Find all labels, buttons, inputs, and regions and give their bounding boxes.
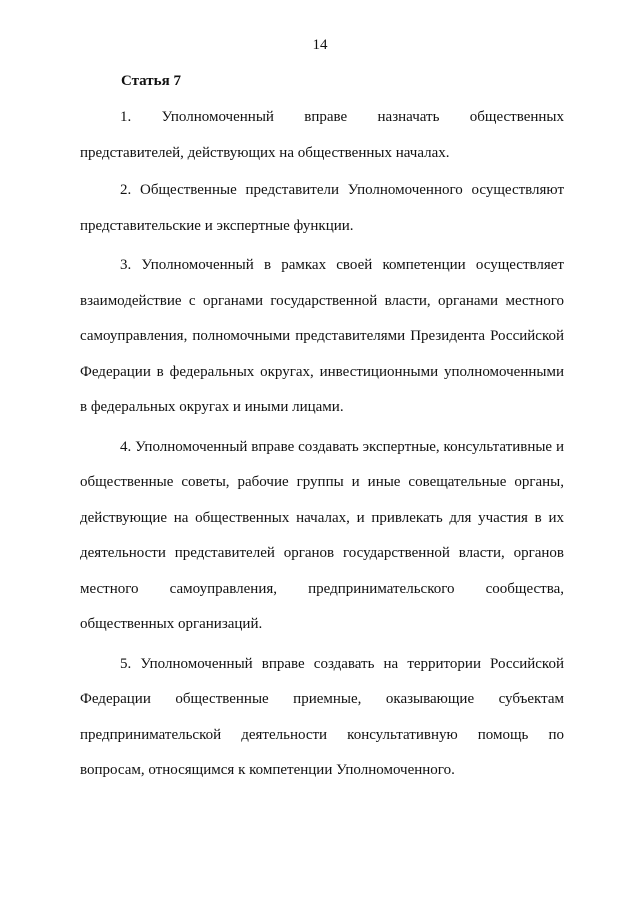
article-heading: Статья 7: [121, 73, 181, 89]
paragraph-5: 5. Уполномоченный вправе создавать на территории Российской Федерации общественные приемные, оказывающие субъектам предпринимательской деятельности консультативную помощь по вопросам, относящимся к компетенции Уполномоченного.: [80, 655, 564, 778]
paragraph-3: 3. Уполномоченный в рамках своей компетенции осуществляет взаимодействие с органами государственной власти, органами местного самоуправления, полномочными представителями Президента Российской Федерации в федеральных округах, инвестиционными уполномоченными в федеральных округах и иными лицами.: [80, 257, 564, 415]
paragraph-4: 4. Уполномоченный вправе создавать экспертные, консультативные и общественные советы, рабочие группы и иные совещательные органы, действующие на общественных началах, и привлекать для участия в их деятельности представителей органов государственной власти, органов местного самоуправления, предпринимательского сообщества, общественных организаций.: [80, 438, 564, 632]
page-number: 14: [312, 37, 328, 53]
paragraph-1: 1. Уполномоченный вправе назначать общественных представителей, действующих на общественных началах.: [80, 109, 564, 161]
article-body: [80, 100, 564, 793]
paragraph-2: 2. Общественные представители Уполномоченного осуществляют представительские и экспертные функции.: [80, 182, 564, 234]
